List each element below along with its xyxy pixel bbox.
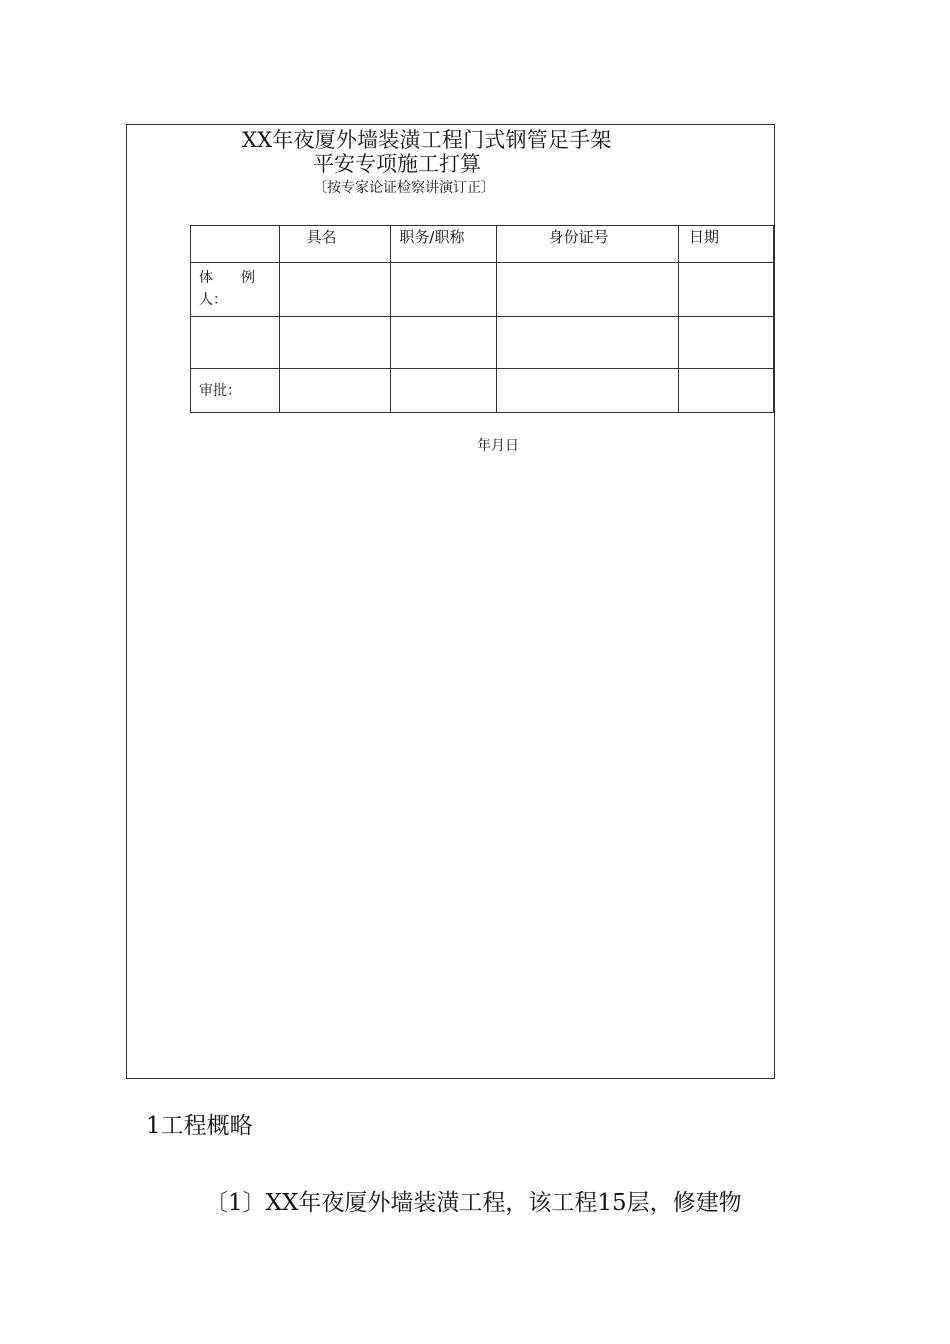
section-heading: 1工程概略 <box>146 1113 253 1139</box>
document-subtitle: 〔按专家论证检察讲演订正〕 <box>313 180 495 196</box>
table-cell <box>496 263 678 317</box>
table-header-cell: 具名 <box>280 226 391 263</box>
table-header-row <box>191 226 774 263</box>
table-cell <box>280 369 391 413</box>
table-cell <box>280 317 391 369</box>
table-header-cell <box>191 226 280 263</box>
row-label-empty <box>191 317 280 369</box>
table-cell <box>679 369 774 413</box>
table-cell <box>496 369 678 413</box>
date-line: 年月日 <box>477 438 519 454</box>
table-header-cell: 日期 <box>679 226 774 263</box>
table-cell <box>391 263 496 317</box>
table-cell <box>679 317 774 369</box>
table-cell <box>280 263 391 317</box>
table-row <box>191 263 774 317</box>
row-label-approval: 审批： <box>191 369 280 413</box>
document-title-line1: XX年夜厦外墙装潢工程门式钢管足手架 <box>242 128 612 152</box>
row-label-compiler: 体 例人： <box>191 263 280 317</box>
signature-table <box>190 225 774 413</box>
table-row <box>191 369 774 413</box>
table-header-cell: 职务/职称 <box>391 226 496 263</box>
table-cell <box>679 263 774 317</box>
cover-frame <box>126 124 775 1079</box>
table-cell <box>391 317 496 369</box>
table-cell <box>496 317 678 369</box>
body-paragraph: 〔1〕XX年夜厦外墙装潢工程，该工程15层，修建物 <box>205 1190 742 1216</box>
table-cell <box>391 369 496 413</box>
table-row <box>191 317 774 369</box>
document-title-line2: 平安专项施工打算 <box>313 152 481 176</box>
table-header-cell: 身份证号 <box>496 226 678 263</box>
